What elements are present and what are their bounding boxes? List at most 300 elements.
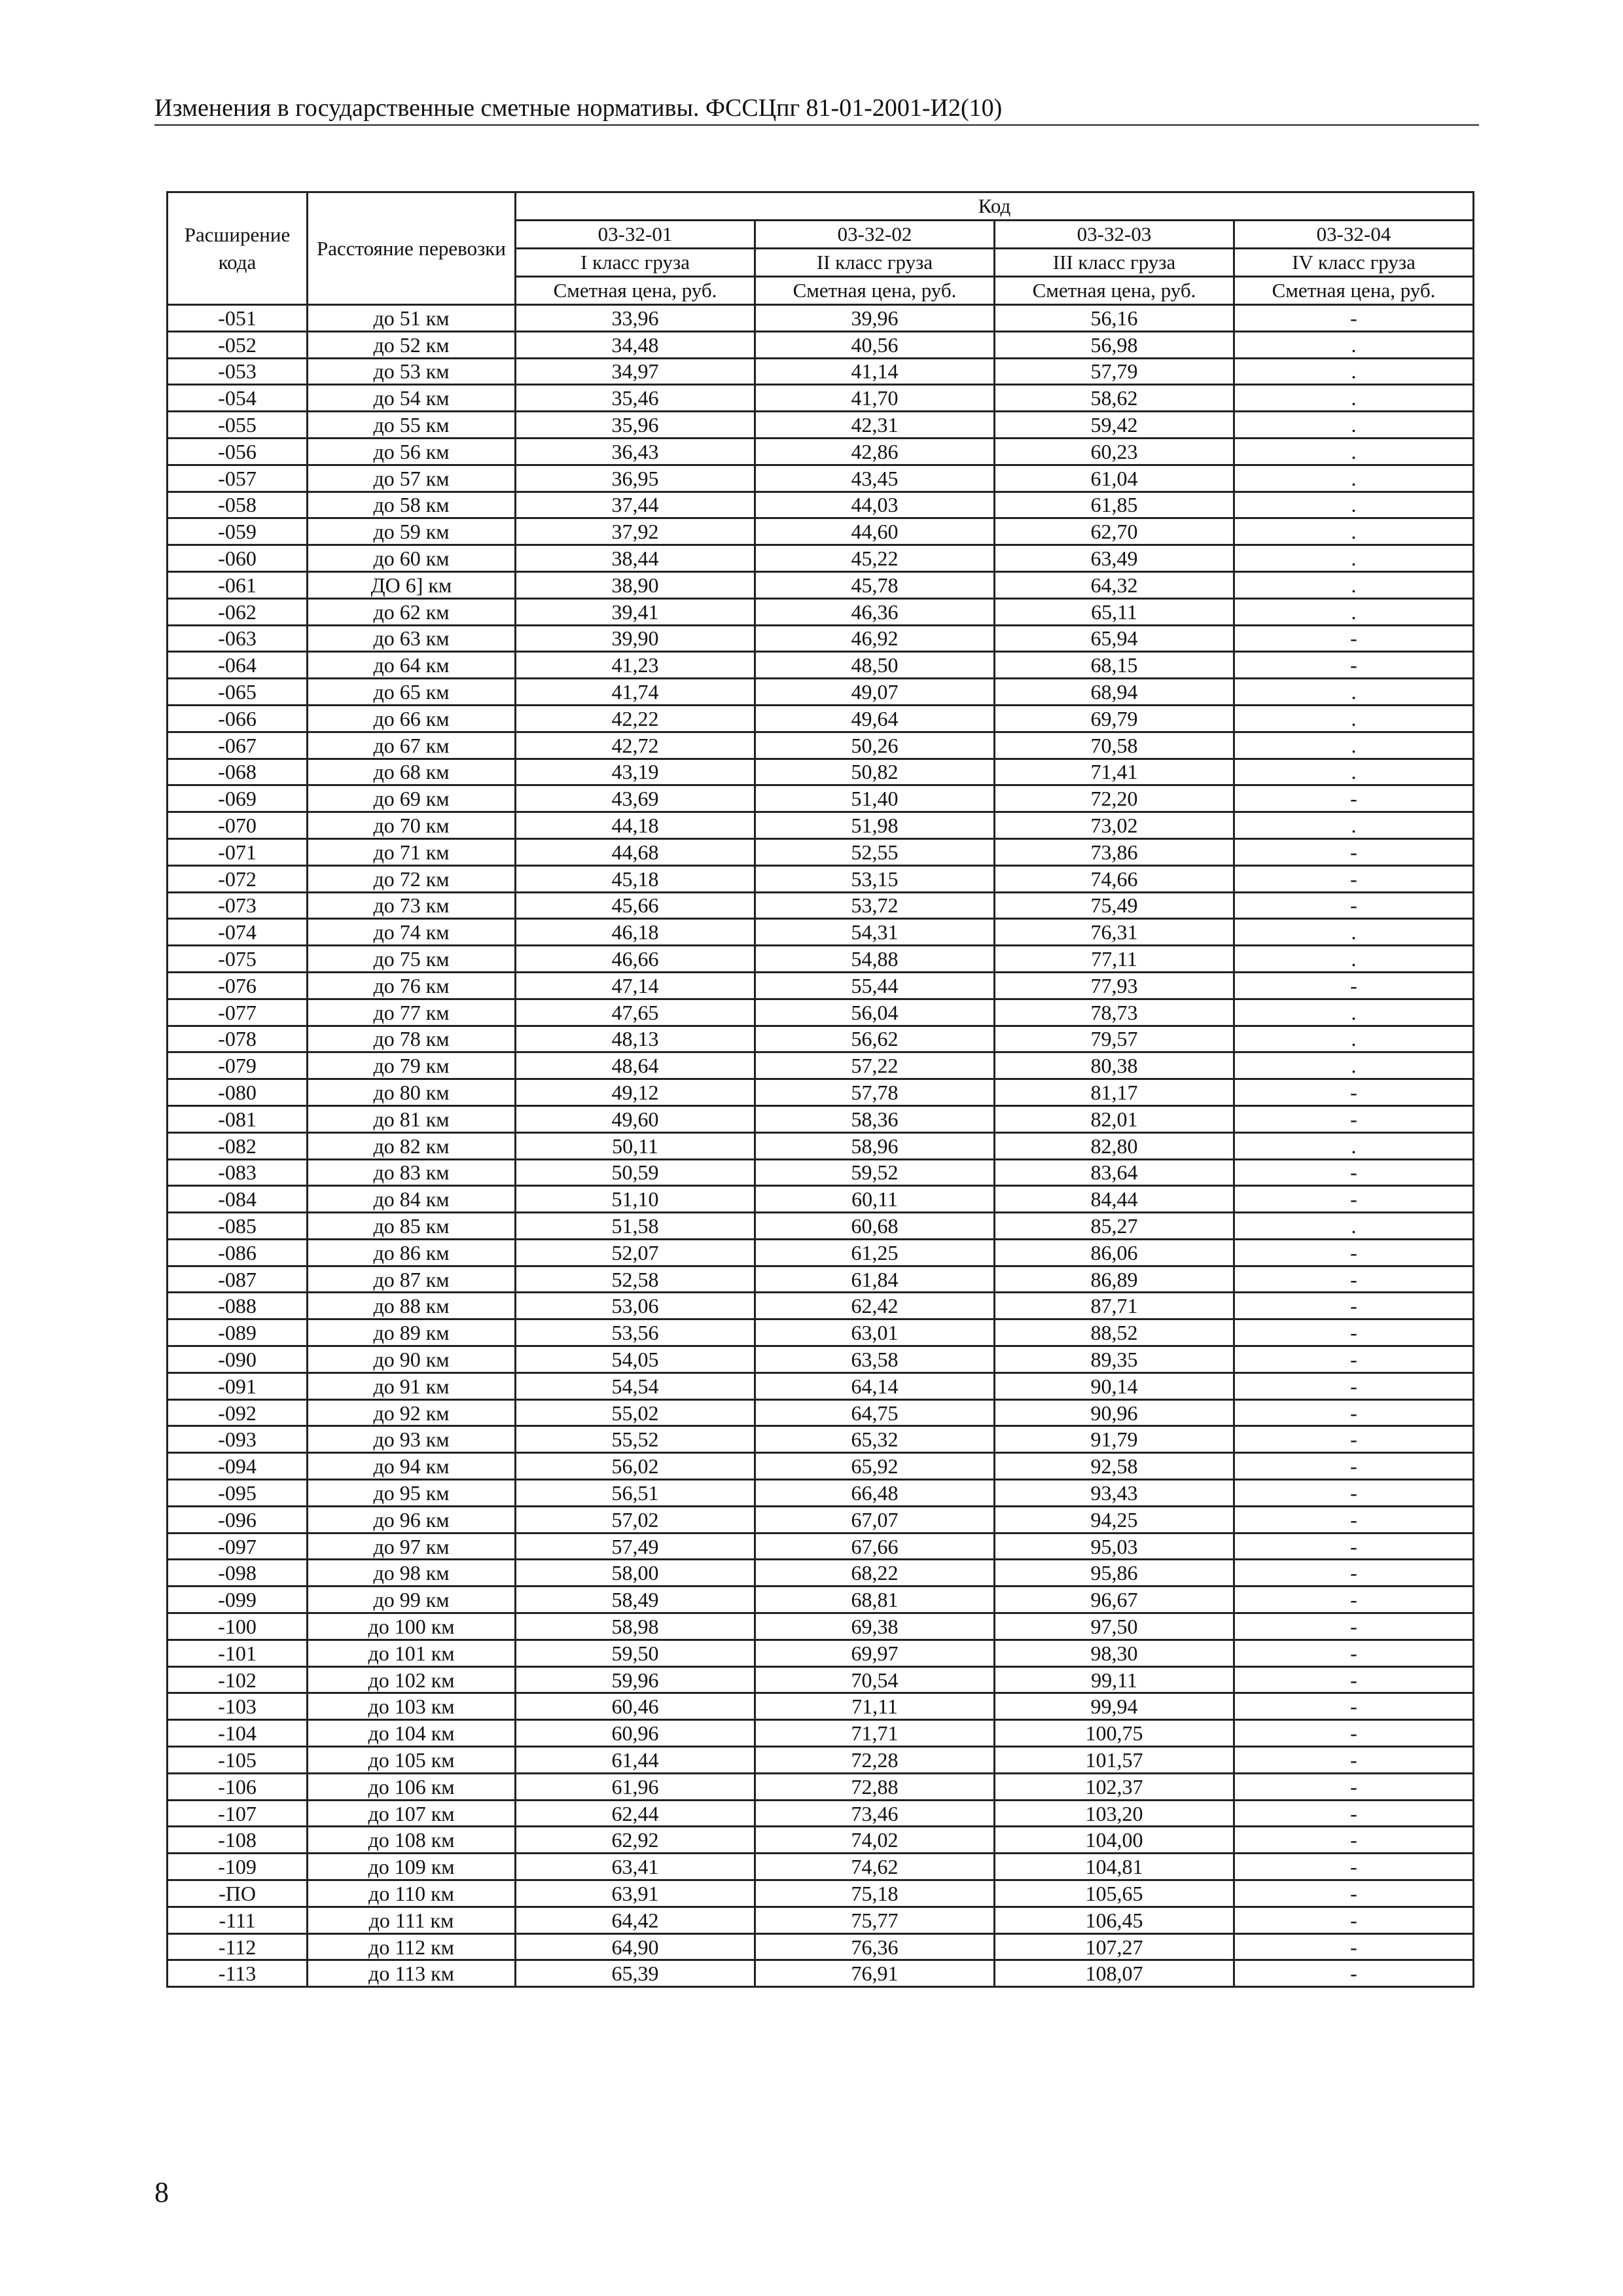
price-class-1-cell: 37,44 [516, 492, 755, 518]
distance-cell: до 71 км [308, 838, 516, 865]
distance-cell: до 68 км [308, 759, 516, 785]
price-class-4-cell: . [1234, 759, 1474, 785]
code-extension-cell: -107 [168, 1800, 308, 1827]
price-class-4-cell: . [1234, 571, 1474, 598]
price-class-1-cell: 50,11 [516, 1132, 755, 1159]
price-class-3-cell: 68,15 [995, 652, 1234, 679]
price-class-2-cell: 63,58 [755, 1346, 995, 1373]
table-row [168, 438, 1474, 465]
price-class-4-cell: - [1234, 972, 1474, 999]
price-class-3-cell: 104,00 [995, 1827, 1234, 1854]
code-extension-cell: -065 [168, 679, 308, 706]
price-class-4-cell: - [1234, 1827, 1474, 1854]
price-class-4-cell: - [1234, 305, 1474, 332]
table-row [168, 1827, 1474, 1854]
price-class-2-cell: 71,11 [755, 1693, 995, 1720]
code-extension-cell: -106 [168, 1773, 308, 1800]
price-class-1-cell: 52,07 [516, 1239, 755, 1266]
distance-cell: до 83 км [308, 1159, 516, 1186]
distance-cell: до 52 км [308, 331, 516, 358]
price-class-4-cell: - [1234, 1613, 1474, 1640]
distance-cell: до 59 км [308, 518, 516, 545]
price-class-2-cell: 53,15 [755, 865, 995, 892]
code-header: 03-32-03 [995, 221, 1234, 249]
table-row [168, 1159, 1474, 1186]
price-class-4-cell: - [1234, 1480, 1474, 1507]
distance-cell: до 73 км [308, 892, 516, 919]
code-extension-cell: -075 [168, 946, 308, 973]
price-class-1-cell: 52,58 [516, 1266, 755, 1293]
table-row [168, 625, 1474, 652]
price-class-4-cell: - [1234, 1854, 1474, 1880]
cargo-class-header: IV класс груза [1234, 249, 1474, 277]
table-row [168, 1747, 1474, 1774]
price-class-3-cell: 56,98 [995, 331, 1234, 358]
price-class-4-cell: - [1234, 1266, 1474, 1293]
price-class-4-cell: - [1234, 1560, 1474, 1587]
price-class-2-cell: 62,42 [755, 1293, 995, 1319]
code-extension-cell: -074 [168, 919, 308, 946]
price-class-3-cell: 94,25 [995, 1506, 1234, 1533]
code-extension-cell: -113 [168, 1960, 308, 1987]
price-class-3-cell: 107,27 [995, 1933, 1234, 1960]
price-class-1-cell: 50,59 [516, 1159, 755, 1186]
price-class-4-cell: - [1234, 1426, 1474, 1453]
code-extension-cell: -103 [168, 1693, 308, 1720]
cargo-class-header: III класс груза [995, 249, 1234, 277]
price-class-3-cell: 90,96 [995, 1399, 1234, 1426]
price-class-2-cell: 55,44 [755, 972, 995, 999]
code-header: 03-32-02 [755, 221, 995, 249]
code-extension-cell: -081 [168, 1105, 308, 1132]
price-class-1-cell: 59,96 [516, 1666, 755, 1693]
table-row [168, 1480, 1474, 1507]
price-class-2-cell: 53,72 [755, 892, 995, 919]
distance-cell: до 55 км [308, 412, 516, 439]
table-row [168, 358, 1474, 385]
code-extension-cell: -ПО [168, 1880, 308, 1907]
code-extension-cell: -091 [168, 1372, 308, 1399]
price-class-1-cell: 65,39 [516, 1960, 755, 1987]
code-extension-cell: -083 [168, 1159, 308, 1186]
price-class-4-cell: - [1234, 1186, 1474, 1213]
price-class-3-cell: 102,37 [995, 1773, 1234, 1800]
table-row [168, 1933, 1474, 1960]
code-extension-cell: -053 [168, 358, 308, 385]
price-class-1-cell: 53,06 [516, 1293, 755, 1319]
price-class-3-cell: 87,71 [995, 1293, 1234, 1319]
table-row [168, 1560, 1474, 1587]
distance-cell: до 78 км [308, 1026, 516, 1052]
price-class-1-cell: 57,02 [516, 1506, 755, 1533]
price-class-3-cell: 88,52 [995, 1319, 1234, 1346]
code-extension-cell: -097 [168, 1533, 308, 1560]
distance-cell: до 57 км [308, 465, 516, 492]
distance-cell: до 51 км [308, 305, 516, 332]
table-row [168, 1026, 1474, 1052]
price-class-2-cell: 43,45 [755, 465, 995, 492]
price-class-4-cell: - [1234, 625, 1474, 652]
price-unit-header: Сметная цена, руб. [995, 277, 1234, 305]
price-class-3-cell: 77,11 [995, 946, 1234, 973]
code-extension-cell: -066 [168, 705, 308, 732]
price-class-1-cell: 46,18 [516, 919, 755, 946]
price-class-4-cell: . [1234, 679, 1474, 706]
price-class-1-cell: 60,46 [516, 1693, 755, 1720]
price-class-2-cell: 58,96 [755, 1132, 995, 1159]
price-class-2-cell: 39,96 [755, 305, 995, 332]
distance-cell: ДО 6] км [308, 571, 516, 598]
price-class-2-cell: 49,64 [755, 705, 995, 732]
price-class-1-cell: 51,10 [516, 1186, 755, 1213]
price-class-4-cell: . [1234, 385, 1474, 412]
price-class-1-cell: 43,19 [516, 759, 755, 785]
price-class-1-cell: 63,91 [516, 1880, 755, 1907]
price-class-3-cell: 72,20 [995, 785, 1234, 812]
price-class-3-cell: 57,79 [995, 358, 1234, 385]
price-class-2-cell: 44,03 [755, 492, 995, 518]
code-extension-cell: -088 [168, 1293, 308, 1319]
distance-cell: до 101 км [308, 1640, 516, 1666]
price-class-2-cell: 42,86 [755, 438, 995, 465]
price-class-3-cell: 80,38 [995, 1052, 1234, 1079]
price-class-1-cell: 48,13 [516, 1026, 755, 1052]
code-extension-cell: -100 [168, 1613, 308, 1640]
price-class-4-cell: - [1234, 1159, 1474, 1186]
price-class-1-cell: 38,90 [516, 571, 755, 598]
price-class-3-cell: 61,04 [995, 465, 1234, 492]
code-extension-cell: -087 [168, 1266, 308, 1293]
price-class-2-cell: 50,26 [755, 732, 995, 759]
code-extension-cell: -108 [168, 1827, 308, 1854]
price-class-4-cell: - [1234, 1933, 1474, 1960]
price-class-4-cell: - [1234, 892, 1474, 919]
price-class-4-cell: - [1234, 1399, 1474, 1426]
price-class-4-cell: . [1234, 919, 1474, 946]
price-class-1-cell: 54,05 [516, 1346, 755, 1373]
table-row [168, 518, 1474, 545]
table-row [168, 652, 1474, 679]
table-header [168, 192, 1474, 305]
price-class-2-cell: 59,52 [755, 1159, 995, 1186]
price-class-1-cell: 62,44 [516, 1800, 755, 1827]
price-class-1-cell: 45,18 [516, 865, 755, 892]
code-header: 03-32-01 [516, 221, 755, 249]
price-class-3-cell: 63,49 [995, 545, 1234, 572]
price-class-4-cell: . [1234, 358, 1474, 385]
code-extension-cell: -070 [168, 812, 308, 839]
price-class-4-cell: - [1234, 1587, 1474, 1613]
price-class-2-cell: 60,68 [755, 1213, 995, 1240]
price-class-4-cell: . [1234, 1026, 1474, 1052]
distance-cell: до 90 км [308, 1346, 516, 1373]
price-class-2-cell: 50,82 [755, 759, 995, 785]
table-row [168, 946, 1474, 973]
table-row [168, 465, 1474, 492]
distance-cell: до 87 км [308, 1266, 516, 1293]
price-class-1-cell: 56,02 [516, 1453, 755, 1480]
table-row [168, 679, 1474, 706]
price-class-3-cell: 60,23 [995, 438, 1234, 465]
distance-cell: до 91 км [308, 1372, 516, 1399]
price-class-1-cell: 33,96 [516, 305, 755, 332]
code-extension-cell: -085 [168, 1213, 308, 1240]
price-class-3-cell: 86,06 [995, 1239, 1234, 1266]
price-class-2-cell: 61,84 [755, 1266, 995, 1293]
price-class-4-cell: . [1234, 545, 1474, 572]
distance-cell: до 58 км [308, 492, 516, 518]
code-extension-cell: -093 [168, 1426, 308, 1453]
price-class-2-cell: 49,07 [755, 679, 995, 706]
price-class-4-cell: . [1234, 1052, 1474, 1079]
price-class-2-cell: 51,98 [755, 812, 995, 839]
table-row [168, 412, 1474, 439]
price-class-4-cell: . [1234, 1213, 1474, 1240]
table-row [168, 385, 1474, 412]
price-class-2-cell: 54,88 [755, 946, 995, 973]
cargo-class-header: I класс груза [516, 249, 755, 277]
distance-cell: до 105 км [308, 1747, 516, 1774]
code-extension-cell: -098 [168, 1560, 308, 1587]
table-row [168, 892, 1474, 919]
price-class-2-cell: 68,81 [755, 1587, 995, 1613]
code-extension-cell: -052 [168, 331, 308, 358]
price-class-3-cell: 101,57 [995, 1747, 1234, 1774]
price-class-2-cell: 64,75 [755, 1399, 995, 1426]
table-row [168, 305, 1474, 332]
price-class-4-cell: . [1234, 812, 1474, 839]
price-class-4-cell: - [1234, 1293, 1474, 1319]
distance-cell: до 69 км [308, 785, 516, 812]
code-extension-cell: -104 [168, 1720, 308, 1747]
code-extension-cell: -079 [168, 1052, 308, 1079]
price-class-2-cell: 74,02 [755, 1827, 995, 1854]
price-class-4-cell: - [1234, 1960, 1474, 1987]
table-row [168, 919, 1474, 946]
price-class-3-cell: 78,73 [995, 999, 1234, 1026]
price-table [166, 191, 1474, 1988]
price-class-2-cell: 54,31 [755, 919, 995, 946]
price-class-1-cell: 64,90 [516, 1933, 755, 1960]
price-class-3-cell: 65,94 [995, 625, 1234, 652]
code-extension-cell: -112 [168, 1933, 308, 1960]
price-class-4-cell: - [1234, 1533, 1474, 1560]
price-class-1-cell: 57,49 [516, 1533, 755, 1560]
distance-cell: до 104 км [308, 1720, 516, 1747]
table-row [168, 705, 1474, 732]
price-class-1-cell: 62,92 [516, 1827, 755, 1854]
price-class-1-cell: 46,66 [516, 946, 755, 973]
price-class-3-cell: 91,79 [995, 1426, 1234, 1453]
code-extension-cell: -055 [168, 412, 308, 439]
distance-cell: до 95 км [308, 1480, 516, 1507]
table-row [168, 598, 1474, 625]
price-class-2-cell: 74,62 [755, 1854, 995, 1880]
code-extension-cell: -096 [168, 1506, 308, 1533]
price-class-1-cell: 41,23 [516, 652, 755, 679]
table-row [168, 1587, 1474, 1613]
price-class-1-cell: 49,60 [516, 1105, 755, 1132]
table-row [168, 1266, 1474, 1293]
code-extension-cell: -095 [168, 1480, 308, 1507]
price-class-2-cell: 61,25 [755, 1239, 995, 1266]
distance-cell: до 72 км [308, 865, 516, 892]
price-class-1-cell: 39,90 [516, 625, 755, 652]
price-class-1-cell: 37,92 [516, 518, 755, 545]
price-class-1-cell: 56,51 [516, 1480, 755, 1507]
price-class-3-cell: 89,35 [995, 1346, 1234, 1373]
price-class-1-cell: 36,95 [516, 465, 755, 492]
price-class-4-cell: - [1234, 1239, 1474, 1266]
distance-cell: до 79 км [308, 1052, 516, 1079]
price-class-1-cell: 42,72 [516, 732, 755, 759]
price-class-1-cell: 34,97 [516, 358, 755, 385]
column-header-extension: Расширение кода [168, 192, 308, 305]
code-extension-cell: -082 [168, 1132, 308, 1159]
price-class-2-cell: 75,18 [755, 1880, 995, 1907]
distance-cell: до 84 км [308, 1186, 516, 1213]
code-extension-cell: -071 [168, 838, 308, 865]
price-class-4-cell: - [1234, 1506, 1474, 1533]
price-unit-header: Сметная цена, руб. [755, 277, 995, 305]
distance-cell: до 93 км [308, 1426, 516, 1453]
price-class-4-cell: . [1234, 438, 1474, 465]
price-class-3-cell: 64,32 [995, 571, 1234, 598]
price-class-3-cell: 65,11 [995, 598, 1234, 625]
distance-cell: до 109 км [308, 1854, 516, 1880]
table-row [168, 1453, 1474, 1480]
price-class-4-cell: - [1234, 1079, 1474, 1106]
price-class-2-cell: 45,78 [755, 571, 995, 598]
code-extension-cell: -067 [168, 732, 308, 759]
price-class-4-cell: . [1234, 946, 1474, 973]
code-extension-cell: -051 [168, 305, 308, 332]
price-class-3-cell: 75,49 [995, 892, 1234, 919]
code-extension-cell: -069 [168, 785, 308, 812]
price-class-3-cell: 82,80 [995, 1132, 1234, 1159]
price-class-4-cell: - [1234, 1372, 1474, 1399]
price-class-3-cell: 98,30 [995, 1640, 1234, 1666]
code-extension-cell: -084 [168, 1186, 308, 1213]
price-class-3-cell: 95,86 [995, 1560, 1234, 1587]
code-extension-cell: -061 [168, 571, 308, 598]
table-row [168, 1720, 1474, 1747]
price-class-2-cell: 66,48 [755, 1480, 995, 1507]
table-row [168, 1105, 1474, 1132]
table-row [168, 785, 1474, 812]
price-class-1-cell: 44,68 [516, 838, 755, 865]
code-extension-cell: -102 [168, 1666, 308, 1693]
price-class-3-cell: 108,07 [995, 1960, 1234, 1987]
code-extension-cell: -058 [168, 492, 308, 518]
price-class-2-cell: 42,31 [755, 412, 995, 439]
table-row [168, 1213, 1474, 1240]
distance-cell: до 106 км [308, 1773, 516, 1800]
code-extension-cell: -056 [168, 438, 308, 465]
table-row [168, 1399, 1474, 1426]
price-class-2-cell: 65,32 [755, 1426, 995, 1453]
code-extension-cell: -089 [168, 1319, 308, 1346]
price-class-1-cell: 60,96 [516, 1720, 755, 1747]
price-class-1-cell: 44,18 [516, 812, 755, 839]
price-class-1-cell: 61,96 [516, 1773, 755, 1800]
distance-cell: до 97 км [308, 1533, 516, 1560]
code-header: 03-32-04 [1234, 221, 1474, 249]
price-class-3-cell: 93,43 [995, 1480, 1234, 1507]
table-row [168, 492, 1474, 518]
code-extension-cell: -080 [168, 1079, 308, 1106]
price-class-3-cell: 96,67 [995, 1587, 1234, 1613]
price-class-2-cell: 41,14 [755, 358, 995, 385]
price-class-1-cell: 58,00 [516, 1560, 755, 1587]
table-row [168, 1346, 1474, 1373]
distance-cell: до 102 км [308, 1666, 516, 1693]
price-class-2-cell: 70,54 [755, 1666, 995, 1693]
price-class-2-cell: 68,22 [755, 1560, 995, 1587]
table-row [168, 732, 1474, 759]
price-class-2-cell: 44,60 [755, 518, 995, 545]
table-row [168, 331, 1474, 358]
price-class-3-cell: 85,27 [995, 1213, 1234, 1240]
price-class-2-cell: 41,70 [755, 385, 995, 412]
price-class-2-cell: 65,92 [755, 1453, 995, 1480]
table-row [168, 1372, 1474, 1399]
price-class-1-cell: 63,41 [516, 1854, 755, 1880]
distance-cell: до 66 км [308, 705, 516, 732]
code-extension-cell: -063 [168, 625, 308, 652]
table-row [168, 1186, 1474, 1213]
distance-cell: до 92 км [308, 1399, 516, 1426]
price-class-3-cell: 58,62 [995, 385, 1234, 412]
price-class-4-cell: . [1234, 331, 1474, 358]
price-class-4-cell: . [1234, 412, 1474, 439]
distance-cell: до 110 км [308, 1880, 516, 1907]
price-class-3-cell: 56,16 [995, 305, 1234, 332]
price-class-2-cell: 56,04 [755, 999, 995, 1026]
table-row [168, 1132, 1474, 1159]
distance-cell: до 89 км [308, 1319, 516, 1346]
table-row [168, 1239, 1474, 1266]
price-class-1-cell: 45,66 [516, 892, 755, 919]
table-row [168, 545, 1474, 572]
price-class-2-cell: 72,28 [755, 1747, 995, 1774]
code-extension-cell: -060 [168, 545, 308, 572]
table-row [168, 1506, 1474, 1533]
price-class-4-cell: - [1234, 652, 1474, 679]
price-class-3-cell: 73,86 [995, 838, 1234, 865]
price-class-4-cell: - [1234, 838, 1474, 865]
code-extension-cell: -101 [168, 1640, 308, 1666]
price-class-1-cell: 54,54 [516, 1372, 755, 1399]
price-class-4-cell: - [1234, 1640, 1474, 1666]
price-class-4-cell: - [1234, 1693, 1474, 1720]
price-class-4-cell: . [1234, 598, 1474, 625]
table-row [168, 812, 1474, 839]
price-class-4-cell: . [1234, 465, 1474, 492]
distance-cell: до 67 км [308, 732, 516, 759]
price-class-1-cell: 53,56 [516, 1319, 755, 1346]
price-class-3-cell: 90,14 [995, 1372, 1234, 1399]
price-class-3-cell: 84,44 [995, 1186, 1234, 1213]
price-class-3-cell: 77,93 [995, 972, 1234, 999]
price-class-1-cell: 59,50 [516, 1640, 755, 1666]
distance-cell: до 56 км [308, 438, 516, 465]
price-class-1-cell: 55,52 [516, 1426, 755, 1453]
distance-cell: до 100 км [308, 1613, 516, 1640]
price-class-3-cell: 59,42 [995, 412, 1234, 439]
distance-cell: до 88 км [308, 1293, 516, 1319]
price-class-3-cell: 70,58 [995, 732, 1234, 759]
